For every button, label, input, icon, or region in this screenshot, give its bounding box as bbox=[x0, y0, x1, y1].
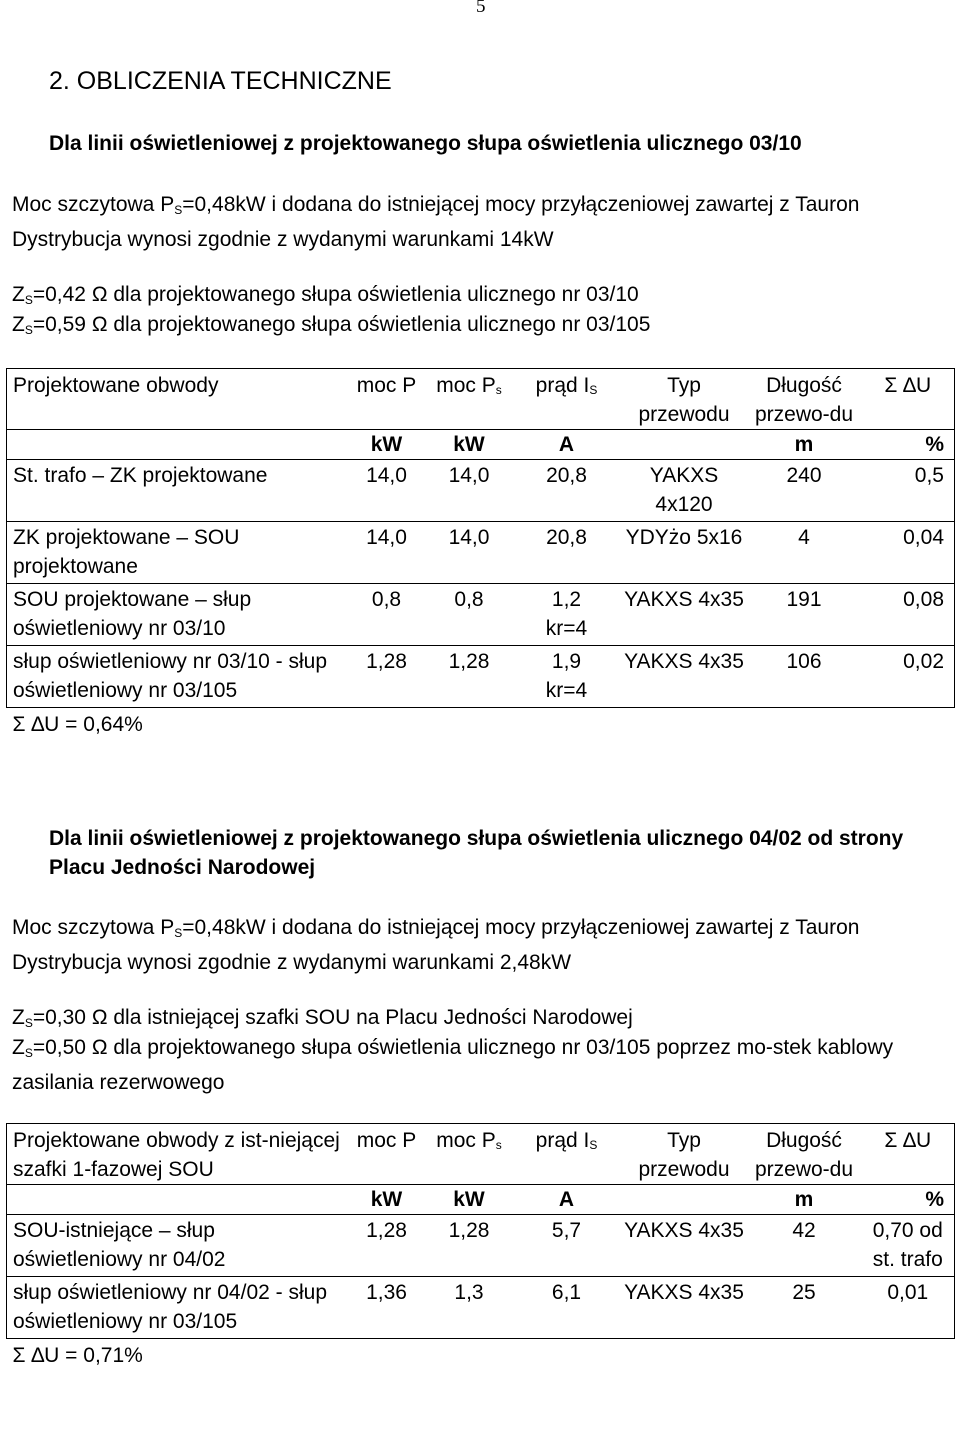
row-circuit: SOU projektowane – słup oświetleniowy nr 03/10 bbox=[7, 584, 347, 646]
header-power-ps: moc Ps bbox=[427, 1124, 512, 1185]
row-current: 20,8 bbox=[512, 460, 622, 522]
row-type: YDYżo 5x16 bbox=[622, 522, 747, 584]
unit bbox=[622, 1185, 747, 1215]
z-pre: Z bbox=[12, 1036, 25, 1059]
row-current: 6,1 bbox=[512, 1277, 622, 1339]
unit: kW bbox=[427, 430, 512, 460]
z-sub: S bbox=[24, 293, 33, 307]
table-sum-row bbox=[7, 708, 955, 740]
row-p: 1,36 bbox=[347, 1277, 427, 1339]
z-post: =0,59 Ω dla projektowanego słupa oświetlenia ulicznego nr 03/105 bbox=[32, 313, 651, 336]
header-current: prąd IS bbox=[512, 369, 622, 430]
row-type: YAKXS 4x35 bbox=[622, 584, 747, 646]
header-circuits: Projektowane obwody z ist-niejącej szafki 1-fazowej SOU bbox=[7, 1124, 347, 1185]
table-row bbox=[7, 646, 955, 708]
unit: A bbox=[512, 1185, 622, 1215]
row-current: 1,9 kr=4 bbox=[512, 646, 622, 708]
block2-z-line-2 bbox=[12, 1033, 947, 1097]
z-sub: S bbox=[24, 1016, 33, 1030]
header-power-p: moc P bbox=[347, 369, 427, 430]
row-length: 4 bbox=[747, 522, 862, 584]
row-ps: 14,0 bbox=[427, 460, 512, 522]
row-current: 5,7 bbox=[512, 1215, 622, 1277]
row-circuit: ZK projektowane – SOU projektowane bbox=[7, 522, 347, 584]
header-length: Długość przewo-du bbox=[747, 369, 862, 430]
header-power-p: moc P bbox=[347, 1124, 427, 1185]
table-header bbox=[7, 1124, 955, 1185]
page-number: 5 bbox=[476, 0, 486, 17]
row-p: 14,0 bbox=[347, 522, 427, 584]
block1-power-paragraph bbox=[12, 190, 947, 254]
row-length: 240 bbox=[747, 460, 862, 522]
header-cable-type: Typ przewodu bbox=[622, 369, 747, 430]
z-pre: Z bbox=[12, 1006, 25, 1029]
header-circuits: Projektowane obwody bbox=[7, 369, 347, 430]
z-post: =0,42 Ω dla projektowanego słupa oświetlenia ulicznego nr 03/10 bbox=[32, 283, 639, 306]
table-units bbox=[7, 1185, 955, 1215]
row-du: 0,02 bbox=[862, 646, 955, 708]
row-circuit: SOU-istniejące – słup oświetleniowy nr 04/02 bbox=[7, 1215, 347, 1277]
unit: % bbox=[862, 1185, 955, 1215]
block1-heading: Dla linii oświetleniowej z projektowanego słupa oświetlenia ulicznego 03/10 bbox=[49, 132, 802, 155]
row-current: 1,2 kr=4 bbox=[512, 584, 622, 646]
unit: kW bbox=[347, 430, 427, 460]
table-row bbox=[7, 460, 955, 522]
row-circuit: słup oświetleniowy nr 03/10 - słup oświetleniowy nr 03/105 bbox=[7, 646, 347, 708]
row-ps: 0,8 bbox=[427, 584, 512, 646]
power-sub: S bbox=[174, 926, 183, 940]
row-ps: 1,3 bbox=[427, 1277, 512, 1339]
block1-table bbox=[0, 368, 960, 739]
table-units bbox=[7, 430, 955, 460]
row-ps: 1,28 bbox=[427, 646, 512, 708]
power-sub: S bbox=[174, 203, 183, 217]
unit: % bbox=[862, 430, 955, 460]
block1-z-line-2 bbox=[12, 310, 947, 345]
block2-heading: Dla linii oświetleniowej z projektowanego słupa oświetlenia ulicznego 04/02 od strony Placu Jedności Narodowej bbox=[49, 827, 904, 879]
sum-voltage-drop: Σ ∆U = 0,71% bbox=[12, 1344, 143, 1367]
row-du: 0,04 bbox=[862, 522, 955, 584]
table-row bbox=[7, 584, 955, 646]
row-circuit: słup oświetleniowy nr 04/02 - słup oświetleniowy nr 03/105 bbox=[7, 1277, 347, 1339]
row-current: 20,8 bbox=[512, 522, 622, 584]
z-post: =0,30 Ω dla istniejącej szafki SOU na Placu Jedności Narodowej bbox=[32, 1006, 633, 1029]
unit: m bbox=[747, 430, 862, 460]
row-p: 14,0 bbox=[347, 460, 427, 522]
table-sum-row bbox=[7, 1339, 955, 1371]
row-ps: 14,0 bbox=[427, 522, 512, 584]
power-text-post: =0,48kW i dodana do istniejącej mocy przyłączeniowej zawartej z Tauron Dystrybucja wynosi zgodnie z wydanymi warunkami 2,48kW bbox=[12, 916, 860, 974]
row-du: 0,01 bbox=[862, 1277, 955, 1339]
row-du: 0,70 od st. trafo bbox=[862, 1215, 955, 1277]
header-voltage-drop: Σ ∆U bbox=[862, 1124, 955, 1185]
table-row bbox=[7, 1277, 955, 1339]
row-ps: 1,28 bbox=[427, 1215, 512, 1277]
row-du: 0,5 bbox=[862, 460, 955, 522]
row-length: 25 bbox=[747, 1277, 862, 1339]
power-text-pre: Moc szczytowa P bbox=[12, 193, 175, 216]
header-voltage-drop: Σ ∆U bbox=[862, 369, 955, 430]
unit: m bbox=[747, 1185, 862, 1215]
unit: kW bbox=[347, 1185, 427, 1215]
row-p: 0,8 bbox=[347, 584, 427, 646]
row-length: 191 bbox=[747, 584, 862, 646]
row-type: YAKXS 4x35 bbox=[622, 646, 747, 708]
row-type: YAKXS 4x35 bbox=[622, 1277, 747, 1339]
row-du: 0,08 bbox=[862, 584, 955, 646]
z-post: =0,50 Ω dla projektowanego słupa oświetlenia ulicznego nr 03/105 poprzez mo-stek kablowy zasilania rezerwowego bbox=[12, 1036, 894, 1094]
section-title: 2. OBLICZENIA TECHNICZNE bbox=[49, 67, 392, 95]
unit: A bbox=[512, 430, 622, 460]
row-p: 1,28 bbox=[347, 1215, 427, 1277]
header-length: Długość przewo-du bbox=[747, 1124, 862, 1185]
table-header bbox=[7, 369, 955, 430]
header-cable-type: Typ przewodu bbox=[622, 1124, 747, 1185]
block2-power-paragraph bbox=[12, 913, 947, 977]
block2-table bbox=[0, 1123, 960, 1370]
power-text-pre: Moc szczytowa P bbox=[12, 916, 175, 939]
row-p: 1,28 bbox=[347, 646, 427, 708]
table-row bbox=[7, 1215, 955, 1277]
row-type: YAKXS 4x35 bbox=[622, 1215, 747, 1277]
z-sub: S bbox=[24, 323, 33, 337]
power-text-post: =0,48kW i dodana do istniejącej mocy przyłączeniowej zawartej z Tauron Dystrybucja wynosi zgodnie z wydanymi warunkami 14kW bbox=[12, 193, 860, 251]
row-circuit: St. trafo – ZK projektowane bbox=[7, 460, 347, 522]
row-type: YAKXS 4x120 bbox=[622, 460, 747, 522]
z-pre: Z bbox=[12, 313, 25, 336]
row-length: 42 bbox=[747, 1215, 862, 1277]
unit: kW bbox=[427, 1185, 512, 1215]
header-current: prąd IS bbox=[512, 1124, 622, 1185]
table-row bbox=[7, 522, 955, 584]
sum-voltage-drop: Σ ∆U = 0,64% bbox=[12, 713, 143, 736]
row-length: 106 bbox=[747, 646, 862, 708]
header-power-ps: moc Ps bbox=[427, 369, 512, 430]
z-sub: S bbox=[24, 1046, 33, 1060]
z-pre: Z bbox=[12, 283, 25, 306]
unit bbox=[622, 430, 747, 460]
